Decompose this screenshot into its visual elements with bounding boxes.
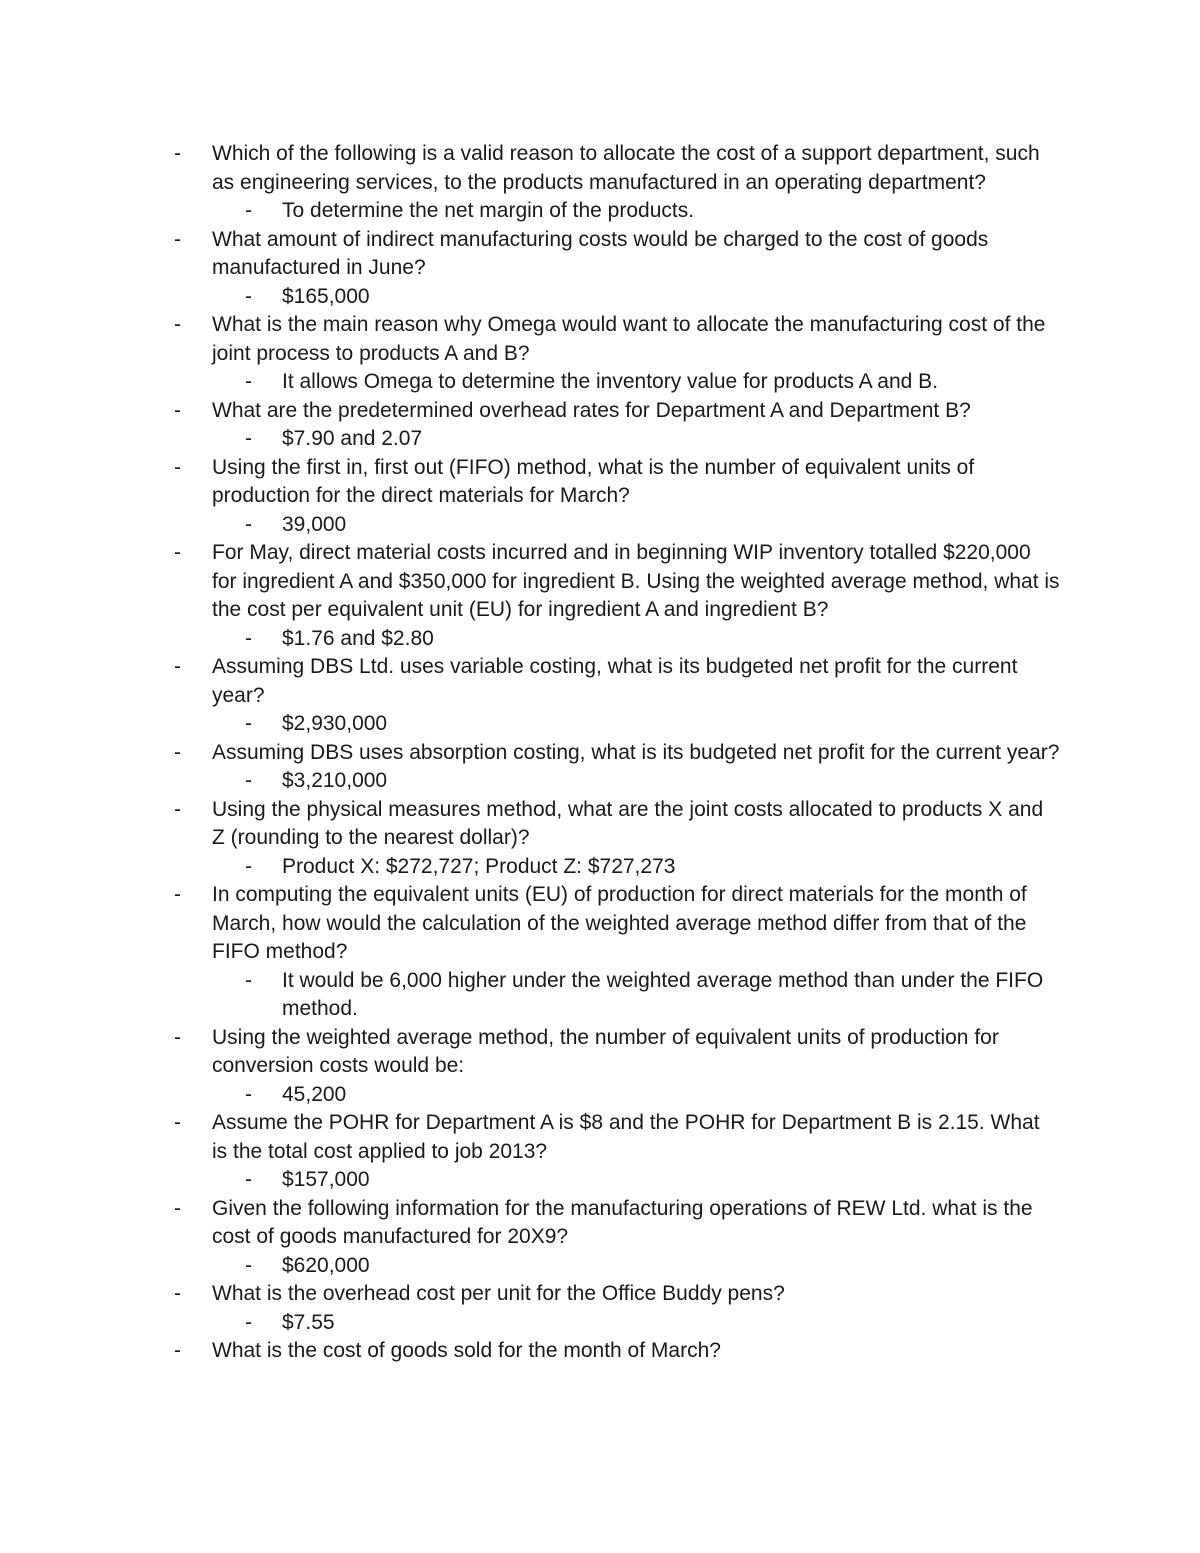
question-bullet: -: [174, 541, 181, 564]
answer-text: 45,200: [282, 1082, 347, 1106]
answer-bullet: -: [245, 626, 252, 650]
answer-row: [0, 425, 1200, 454]
question-text: Using the physical measures method, what are the joint costs allocated to products X and Z (rounding to the nearest dollar)?: [212, 797, 1044, 849]
question-text: Which of the following is a valid reason to allocate the cost of a support department, such as engineering services, to the products manufactured in an operating department?: [212, 142, 1040, 194]
question-bullet: -: [174, 1339, 181, 1362]
question-row: [0, 397, 1200, 426]
answer-text: $3,210,000: [282, 769, 388, 792]
question-bullet: -: [174, 797, 181, 821]
answer-row: [0, 967, 1200, 1024]
answer-text: 39,000: [282, 512, 347, 536]
answer-text: $2,930,000: [282, 712, 388, 735]
question-text: Given the following information for the manufacturing operations of REW Ltd. what is the cost of goods manufactured for 20X9?: [212, 1196, 1033, 1248]
question-row: [0, 1337, 1200, 1366]
answer-text: It allows Omega to determine the inventory value for products A and B.: [282, 370, 939, 393]
question-row: [0, 881, 1200, 967]
answer-row: [0, 283, 1200, 312]
answer-bullet: -: [245, 199, 252, 222]
question-bullet: -: [174, 1282, 181, 1305]
answer-row: [0, 1166, 1200, 1195]
question-bullet: -: [174, 1196, 181, 1220]
question-row: [0, 653, 1200, 710]
question-bullet: -: [174, 883, 181, 906]
question-text: For May, direct material costs incurred and in beginning WIP inventory totalled $220,000 for ingredient A and $350,000 for ingredient B. Using the weighted average method, what is the cost per equivalent unit (EU) for ingredient A and ingredient B?: [212, 541, 1060, 621]
question-text: What amount of indirect manufacturing costs would be charged to the cost of goods manufactured in June?: [212, 227, 989, 279]
question-text: Assuming DBS uses absorption costing, what is its budgeted net profit for the current year?: [212, 740, 1060, 764]
answer-bullet: -: [245, 427, 252, 450]
question-text: What is the cost of goods sold for the month of March?: [212, 1339, 721, 1362]
answer-text: $1.76 and $2.80: [282, 626, 434, 650]
answer-row: [0, 197, 1200, 226]
answer-bullet: -: [245, 1168, 252, 1191]
qa-item: [0, 1109, 1200, 1195]
answer-bullet: -: [245, 854, 252, 878]
qa-item: [0, 739, 1200, 796]
question-text: What are the predetermined overhead rates for Department A and Department B?: [212, 398, 971, 422]
question-row: [0, 739, 1200, 768]
answer-bullet: -: [245, 968, 252, 992]
answer-text: To determine the net margin of the products.: [282, 199, 695, 222]
question-row: [0, 1024, 1200, 1081]
answer-text: $7.90 and 2.07: [282, 427, 423, 450]
qa-item: [0, 397, 1200, 454]
question-bullet: -: [174, 455, 181, 479]
answer-text: It would be 6,000 higher under the weighted average method than under the FIFO method.: [282, 968, 1044, 1020]
answer-text: $157,000: [282, 1168, 370, 1191]
answer-bullet: -: [245, 1310, 252, 1334]
question-bullet: -: [174, 398, 181, 422]
question-row: [0, 226, 1200, 283]
question-bullet: -: [174, 655, 181, 678]
answer-row: [0, 853, 1200, 882]
question-row: [0, 1280, 1200, 1309]
answer-row: [0, 511, 1200, 540]
question-text: What is the main reason why Omega would want to allocate the manufacturing cost of the joint process to products A and B?: [212, 313, 1046, 365]
answer-bullet: -: [245, 1253, 252, 1277]
question-row: [0, 311, 1200, 368]
answer-text: $620,000: [282, 1253, 370, 1277]
qa-item: [0, 539, 1200, 653]
qa-item: [0, 653, 1200, 739]
answer-bullet: -: [245, 512, 252, 536]
answer-bullet: -: [245, 370, 252, 393]
question-text: What is the overhead cost per unit for the Office Buddy pens?: [212, 1282, 785, 1305]
answer-bullet: -: [245, 712, 252, 735]
question-row: [0, 1109, 1200, 1166]
question-row: [0, 796, 1200, 853]
question-text: Using the weighted average method, the number of equivalent units of production for conversion costs would be:: [212, 1025, 999, 1077]
question-row: [0, 454, 1200, 511]
question-text: Using the first in, first out (FIFO) method, what is the number of equivalent units of production for the direct materials for March?: [212, 455, 975, 507]
qa-item: [0, 454, 1200, 540]
answer-text: $7.55: [282, 1310, 335, 1334]
qa-item: [0, 226, 1200, 312]
answer-row: [0, 767, 1200, 796]
question-row: [0, 539, 1200, 625]
question-bullet: -: [174, 227, 181, 251]
answer-bullet: -: [245, 1082, 252, 1106]
question-text: Assume the POHR for Department A is $8 and the POHR for Department B is 2.15. What is the total cost applied to job 2013?: [212, 1111, 1040, 1163]
answer-row: [0, 710, 1200, 739]
qa-item: [0, 796, 1200, 882]
question-row: [0, 1195, 1200, 1252]
answer-text: $165,000: [282, 284, 370, 308]
qa-item: [0, 1024, 1200, 1110]
question-text: Assuming DBS Ltd. uses variable costing, what is its budgeted net profit for the current year?: [212, 655, 1018, 707]
question-bullet: -: [174, 1025, 181, 1049]
question-bullet: -: [174, 1111, 181, 1134]
question-bullet: -: [174, 142, 181, 165]
question-text: In computing the equivalent units (EU) of production for direct materials for the month of March, how would the calculation of the weighted average method differ from that of the FIFO method?: [212, 883, 1027, 963]
qa-item: [0, 881, 1200, 1024]
answer-bullet: -: [245, 284, 252, 308]
answer-bullet: -: [245, 769, 252, 792]
answer-row: [0, 1309, 1200, 1338]
question-answer-list: [0, 140, 1200, 1366]
answer-text: Product X: $272,727; Product Z: $727,273: [282, 854, 676, 878]
question-row: [0, 140, 1200, 197]
qa-item: [0, 140, 1200, 226]
qa-item: [0, 1337, 1200, 1366]
qa-item: [0, 1195, 1200, 1281]
answer-row: [0, 625, 1200, 654]
answer-row: [0, 368, 1200, 397]
question-bullet: -: [174, 313, 181, 336]
qa-item: [0, 311, 1200, 397]
answer-row: [0, 1081, 1200, 1110]
qa-item: [0, 1280, 1200, 1337]
answer-row: [0, 1252, 1200, 1281]
question-bullet: -: [174, 740, 181, 764]
